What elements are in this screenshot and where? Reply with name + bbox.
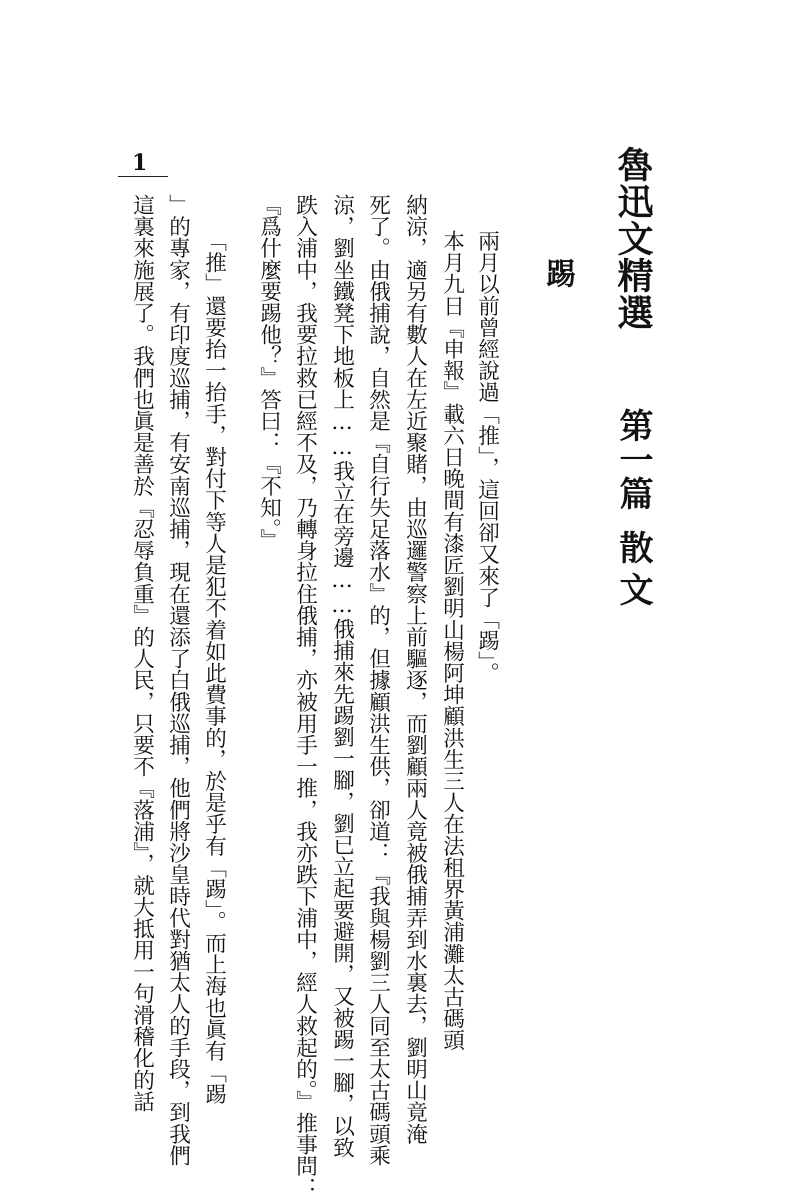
body-text-line: 這裏來施展了。我們也眞是善於『忍辱負重』的人民，只要不『落浦』，就大抵用一句滑稽化的話 bbox=[129, 194, 155, 1112]
body-text-line: 」的專家，有印度巡捕，有安南巡捕，現在還添了白俄巡捕，他們將沙皇時代對猶太人的手段，到我們 bbox=[165, 194, 191, 1166]
body-text-line: 「推」還要抬一抬手，對付下等人是犯不着如此費事的，於是乎有「踢」。而上海也眞有「踢 bbox=[201, 230, 227, 1105]
body-text-line: 『爲什麼要踢他？』答曰：『不知。』 bbox=[256, 194, 282, 551]
body-text-line: 跌入浦中，我要拉救已經不及，乃轉身拉住俄捕，亦被用手一推，我亦跌下浦中，經人救起的。』推事問： bbox=[292, 194, 318, 1198]
page-number-rule bbox=[118, 176, 168, 177]
essay-title: 踢 bbox=[540, 258, 575, 288]
body-text-line: 涼，劉坐鐵凳下地板上……我立在旁邊……俄捕來先踢劉一腳，劉已立起要避開，又被踢一腳，以致 bbox=[329, 194, 355, 1158]
body-text-line: 納涼，適另有數人在左近聚賭，由巡邏警察上前驅逐，而劉顧兩人竟被俄捕弄到水裏去，劉明山竟淹 bbox=[402, 194, 428, 1145]
body-text-line: 兩月以前曾經說過「推」，這回卻又來了「踢」。 bbox=[474, 230, 500, 684]
chapter-label: 第一篇 bbox=[613, 408, 653, 510]
body-text-line: 死了。由俄捕說，自然是『自行失足落水』的，但據顧洪生供，卻道：『我與楊劉三人同至太古碼頭乘 bbox=[365, 194, 391, 1166]
genre-label: 散文 bbox=[613, 530, 653, 614]
body-text-line: 本月九日『申報』載六日晚間有漆匠劉明山楊阿坤顧洪生三人在法租界黃浦灘太古碼頭 bbox=[439, 230, 465, 1051]
page-number: 1 bbox=[132, 150, 148, 176]
book-title: 魯迅文精選 bbox=[612, 146, 653, 331]
